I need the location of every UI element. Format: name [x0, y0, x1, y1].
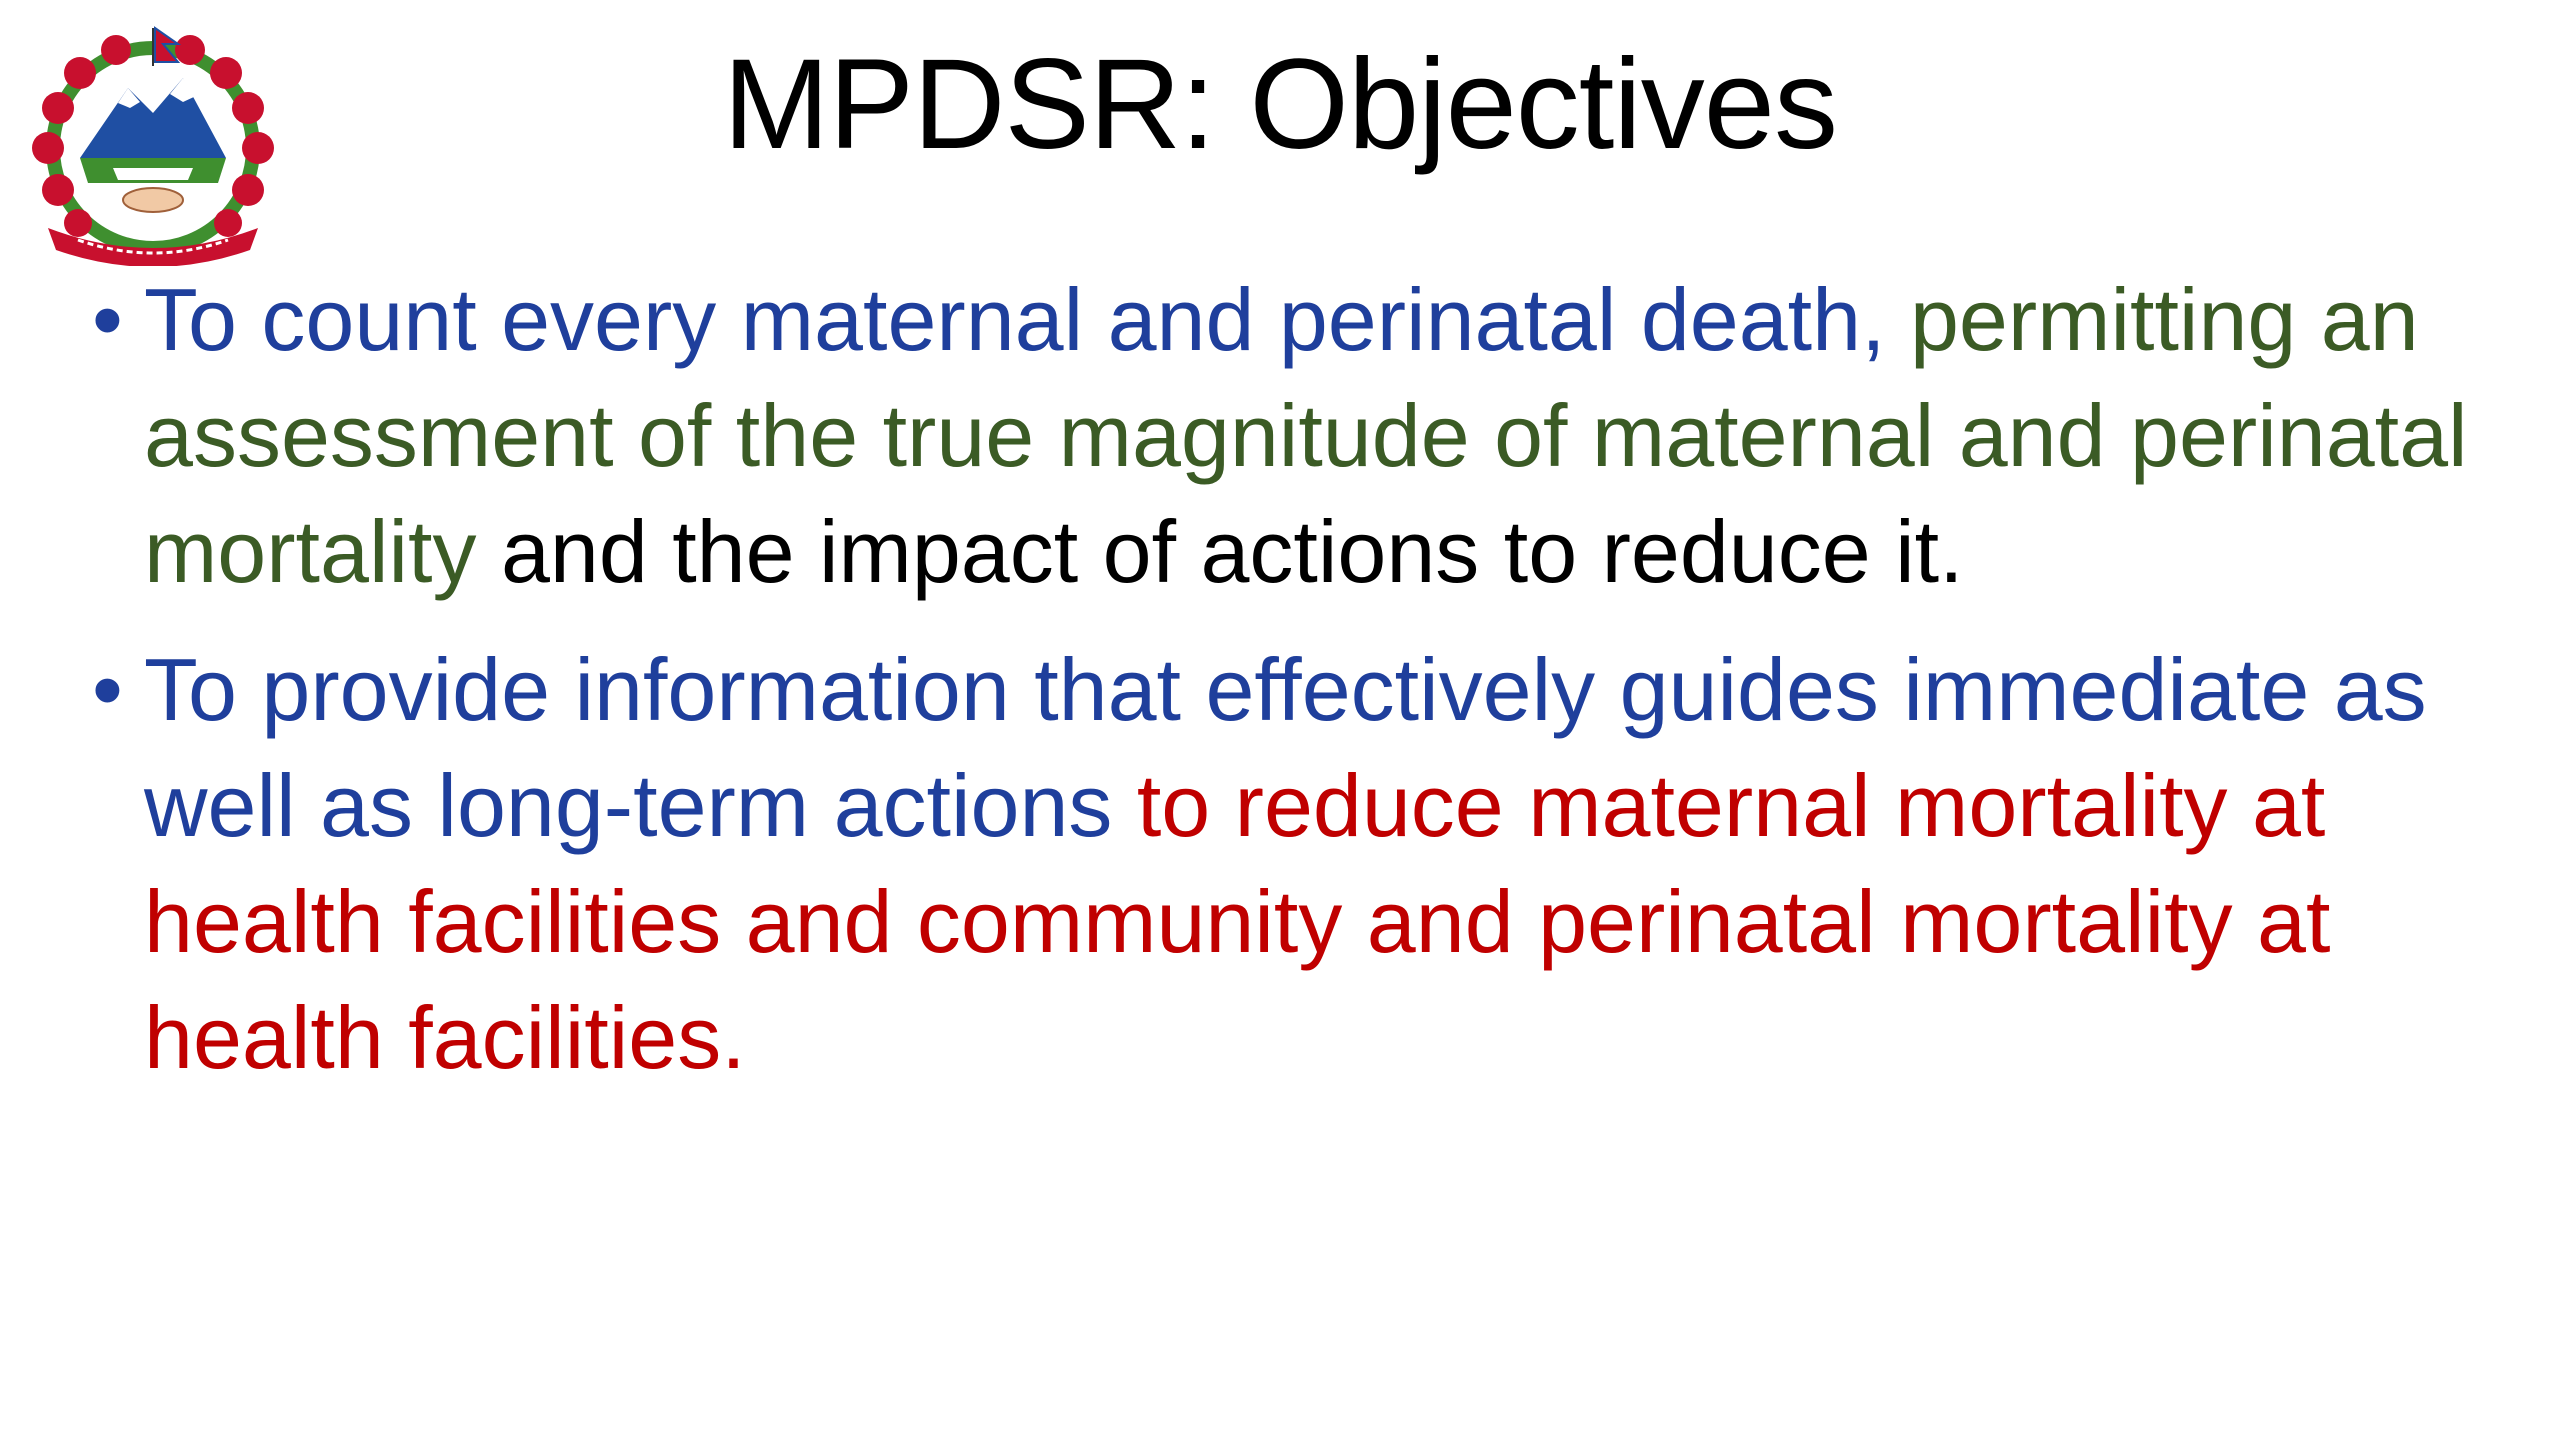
bullet-text-segment: To count every maternal and perinatal death, — [144, 270, 1910, 369]
slide-title: MPDSR: Objectives — [723, 33, 1837, 176]
bullet-text-segment: to reduce maternal mortality at health facilities and community and perinatal mortality at health facilities. — [144, 756, 2331, 1087]
bullet-text-segment: permitting an assessment of the true magnitude of maternal and perinatal mortality — [144, 270, 2468, 601]
clasped-hands-icon — [123, 188, 183, 212]
bullet-text-segment: and the impact of actions to reduce it. — [476, 502, 1964, 601]
bullet-item — [90, 632, 2530, 1096]
bullet-text-segment: To provide information that effectively guides immediate as well as long-term actions — [144, 640, 2427, 855]
objectives-list — [90, 262, 2530, 1118]
bullet-marker: • — [92, 270, 123, 369]
bullet-item — [90, 262, 2530, 610]
bullet-marker: • — [92, 640, 123, 739]
